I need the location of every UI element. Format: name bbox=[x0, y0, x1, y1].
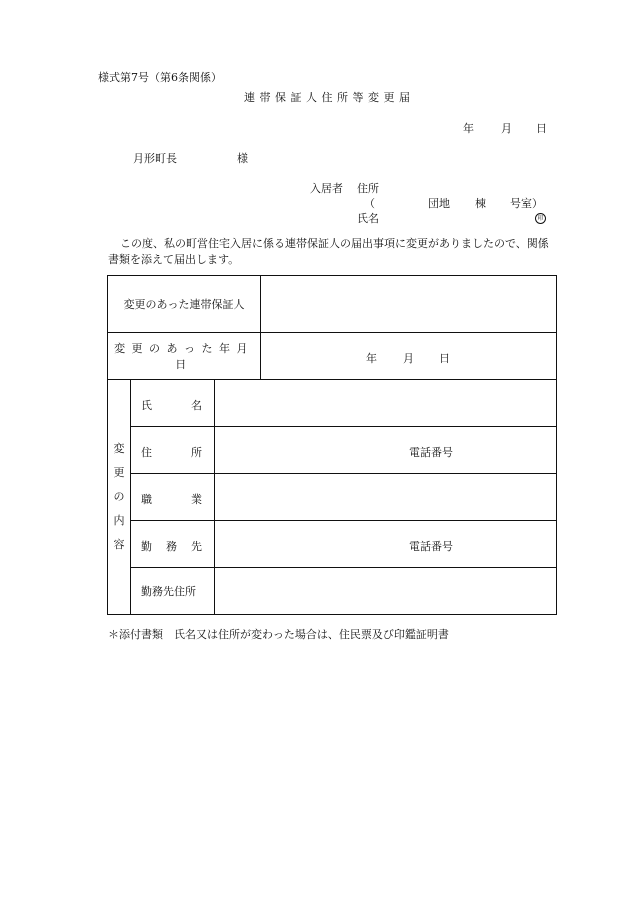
date-day-label: 日 bbox=[536, 122, 547, 135]
workplace-address-row-value[interactable] bbox=[215, 568, 557, 615]
address-row-value[interactable] bbox=[215, 427, 557, 474]
workplace-address-row-label: 勤務先住所 bbox=[131, 568, 215, 615]
guarantor-label-cell: 変更のあった連帯保証人 bbox=[108, 276, 261, 333]
addressee-name: 月形町長 bbox=[133, 152, 177, 165]
document-title: 連帯保証人住所等変更届 bbox=[244, 91, 415, 104]
name-label: 氏名 bbox=[357, 212, 379, 225]
change-date-day: 日 bbox=[439, 352, 451, 365]
table-row bbox=[108, 427, 557, 474]
change-date-label-cell: 変更のあった年月日 bbox=[108, 333, 261, 380]
date-month-label: 月 bbox=[501, 122, 512, 135]
attachment-footnote: ＊添付書類 氏名又は住所が変わった場合は、住民票及び印鑑証明書 bbox=[108, 628, 449, 641]
date-year-label: 年 bbox=[463, 122, 474, 135]
statement-paragraph: この度、私の町営住宅入居に係る連帯保証人の届出事項に変更がありましたので、関係書類を添えて届出します。 bbox=[108, 237, 549, 266]
guarantor-value-cell[interactable] bbox=[261, 276, 557, 333]
workplace-phone-label: 電話番号 bbox=[409, 540, 453, 553]
occupation-row-value[interactable] bbox=[215, 474, 557, 521]
table-row bbox=[108, 568, 557, 615]
form-number: 様式第7号（第6条関係） bbox=[98, 71, 222, 84]
address-label: 住所 bbox=[357, 182, 379, 195]
tou-label: 棟 bbox=[475, 197, 486, 210]
applicant-label: 入居者 bbox=[310, 182, 343, 195]
address-row-label: 住 所 bbox=[131, 427, 215, 474]
table-row bbox=[108, 380, 557, 427]
name-row-value[interactable] bbox=[215, 380, 557, 427]
change-date-month: 月 bbox=[403, 352, 415, 365]
occupation-row-label: 職 業 bbox=[131, 474, 215, 521]
table-row bbox=[108, 474, 557, 521]
address-phone-label: 電話番号 bbox=[409, 446, 453, 459]
name-row-label: 氏 名 bbox=[131, 380, 215, 427]
change-contents-side-label: 変 更 の 内 容 bbox=[108, 380, 131, 615]
room-label: 号室） bbox=[510, 197, 543, 210]
change-date-year: 年 bbox=[366, 352, 378, 365]
change-details-table bbox=[107, 275, 557, 615]
table-row bbox=[108, 333, 557, 380]
seal-mark bbox=[535, 210, 546, 224]
change-date-value-cell[interactable] bbox=[261, 333, 557, 380]
table-row bbox=[108, 521, 557, 568]
workplace-row-label: 勤 務 先 bbox=[131, 521, 215, 568]
workplace-row-value[interactable] bbox=[215, 521, 557, 568]
addressee-honorific: 様 bbox=[237, 152, 248, 165]
address-open-paren: （ bbox=[364, 197, 375, 210]
danchi-label: 団地 bbox=[428, 197, 450, 210]
seal-icon: 印 bbox=[535, 213, 546, 224]
table-row bbox=[108, 276, 557, 333]
